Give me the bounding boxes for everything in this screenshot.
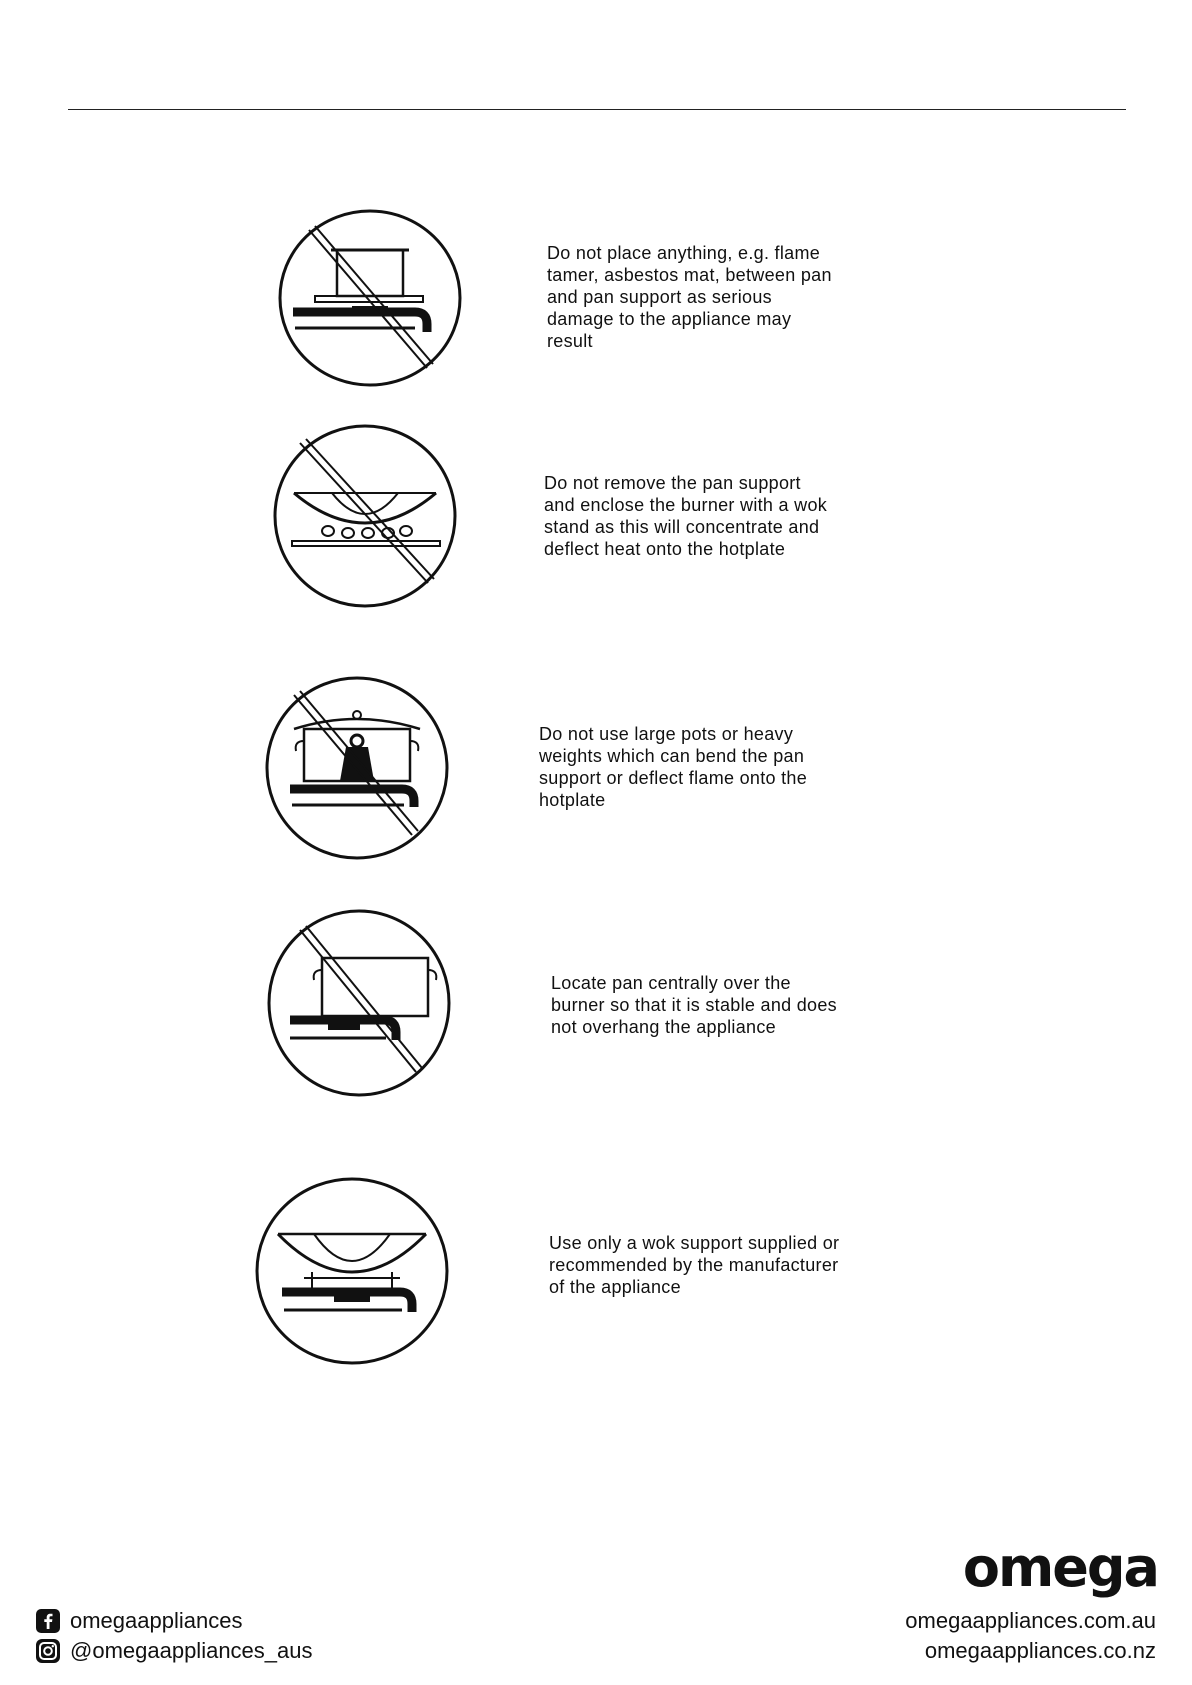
no-mat-under-pan-icon: [277, 208, 463, 388]
no-overhang-pan-icon: [266, 908, 452, 1098]
facebook-handle: omegaappliances: [70, 1608, 243, 1633]
warning-text-1: Do not place anything, e.g. flame tamer, asbestos mat, between pan and pan support as serious damage to the appliance may result: [547, 243, 832, 351]
no-heavy-weights-icon: [264, 675, 450, 861]
instagram-handle: @omegaappliances_aus: [70, 1638, 313, 1663]
instagram-link[interactable]: [36, 1638, 313, 1664]
omega-logo: omega: [962, 1536, 1158, 1599]
warning-text-5: Use only a wok support supplied or recommended by the manufacturer of the appliance: [549, 1233, 840, 1297]
header-divider: [68, 109, 1126, 110]
warning-text-2: Do not remove the pan support and enclose the burner with a wok stand as this will concentrate and deflect heat onto the hotplate: [544, 473, 828, 559]
website-nz-link[interactable]: omegaappliances.co.nz: [924, 1638, 1156, 1663]
instagram-icon: [36, 1639, 60, 1663]
facebook-link[interactable]: [36, 1608, 242, 1634]
warning-text-3: Do not use large pots or heavy weights which can bend the pan support or deflect flame onto the hotplate: [539, 724, 808, 810]
warning-text-4: Locate pan centrally over the burner so that it is stable and does not overhang the appliance: [551, 973, 837, 1037]
no-wok-stand-icon: [272, 423, 458, 609]
website-au-link[interactable]: omegaappliances.com.au: [905, 1608, 1156, 1633]
facebook-icon: [36, 1609, 60, 1633]
wok-support-icon: [254, 1176, 450, 1366]
